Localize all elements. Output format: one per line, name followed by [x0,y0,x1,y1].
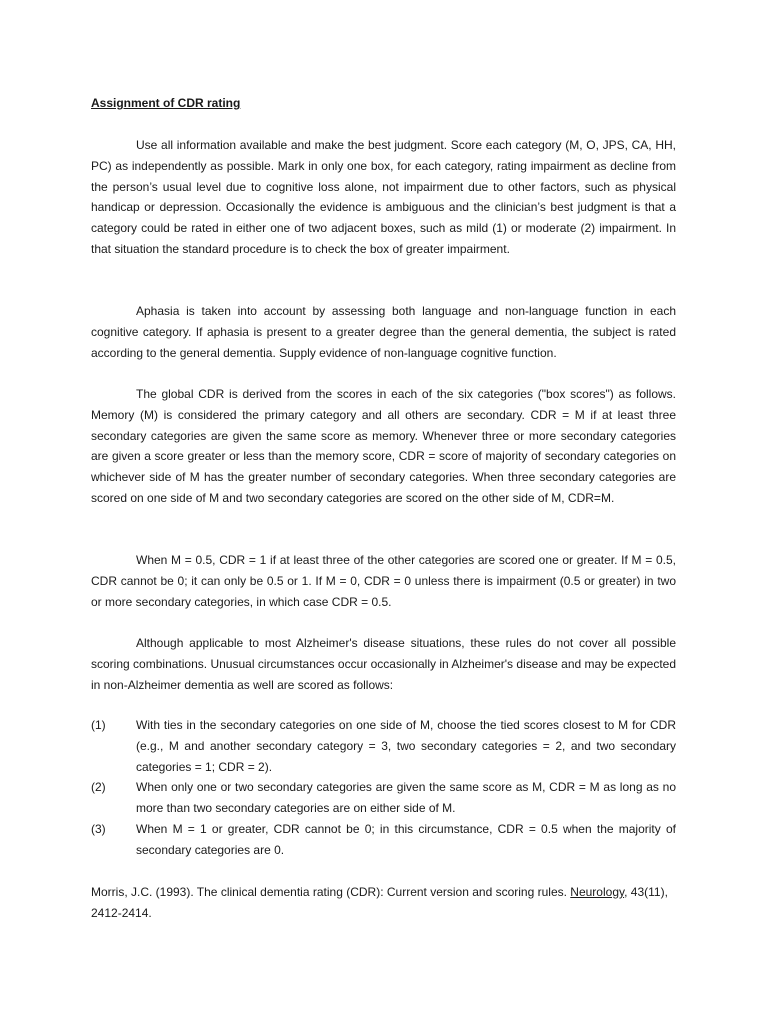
rules-list [91,715,676,861]
paragraph-global-cdr: The global CDR is derived from the scores in each of the six categories ("box scores") as follows. Memory (M) is considered the primary category and all others are secondary. CDR = M if at least three secondary categories are given the same score as memory. Whenever three or more secondary categories are given a score greater or less than the memory score, CDR = score of majority of secondary categories on whichever side of M has the greater number of secondary categories. When three secondary categories are scored on one side of M and two secondary categories are scored on the other side of M, CDR=M. [91,387,676,505]
reference-authors-title: Morris, J.C. (1993). The clinical dementia rating (CDR): Current version and scoring rules. [91,885,571,899]
list-item-text: With ties in the secondary categories on one side of M, choose the tied scores closest to M for CDR (e.g., M and another secondary category = 3, two secondary categories = 2, and two secondary categories = 1; CDR = 2). [136,718,676,774]
paragraph-aphasia: Aphasia is taken into account by assessing both language and non-language function in each cognitive category. If aphasia is present to a greater degree than the general dementia, the subject is rated according to the general dementia. Supply evidence of non-language cognitive function. [91,304,676,360]
paragraph-scoring-instructions: Use all information available and make the best judgment. Score each category (M, O, JPS, CA, HH, PC) as independently as possible. Mark in only one box, for each category, rating impairment as decline from the person’s usual level due to cognitive loss alone, not impairment due to other factors, such as physical handicap or depression. Occasionally the evidence is ambiguous and the clinician’s best judgment is that a category could be rated in either one of two adjacent boxes, such as mild (1) or moderate (2) impairment. In that situation the standard procedure is to check the box of greater impairment. [91,138,676,256]
list-item-text: When M = 1 or greater, CDR cannot be 0; in this circumstance, CDR = 0.5 when the majority of secondary categories are 0. [136,821,676,857]
reference-volume-pages: , 43(11), 2412-2414. [91,885,668,920]
list-item-number: (3) [91,821,106,836]
list-item-text: When only one or two secondary categories are given the same score as M, CDR = M as long as no more than two secondary categories are on either side of M. [136,780,676,816]
list-item [91,819,676,861]
list-item-number: (2) [91,780,106,795]
list-item [91,715,676,777]
paragraph-unusual-circumstances: Although applicable to most Alzheimer's disease situations, these rules do not cover all possible scoring combinations. Unusual circumstances occur occasionally in Alzheimer's disease and may be expected in non-Alzheimer dementia as well are scored as follows: [91,636,676,692]
list-item-number: (1) [91,718,106,732]
reference-journal: Neurology [570,885,625,899]
list-item [91,777,676,819]
reference-citation [91,882,676,924]
document-title: Assignment of CDR rating [91,96,241,110]
paragraph-memory-rules: When M = 0.5, CDR = 1 if at least three of the other categories are scored one or greater. If M = 0.5, CDR cannot be 0; it can only be 0.5 or 1. If M = 0, CDR = 0 unless there is impairment (0.5 or greater) in two or more secondary categories, in which case CDR = 0.5. [91,553,676,609]
